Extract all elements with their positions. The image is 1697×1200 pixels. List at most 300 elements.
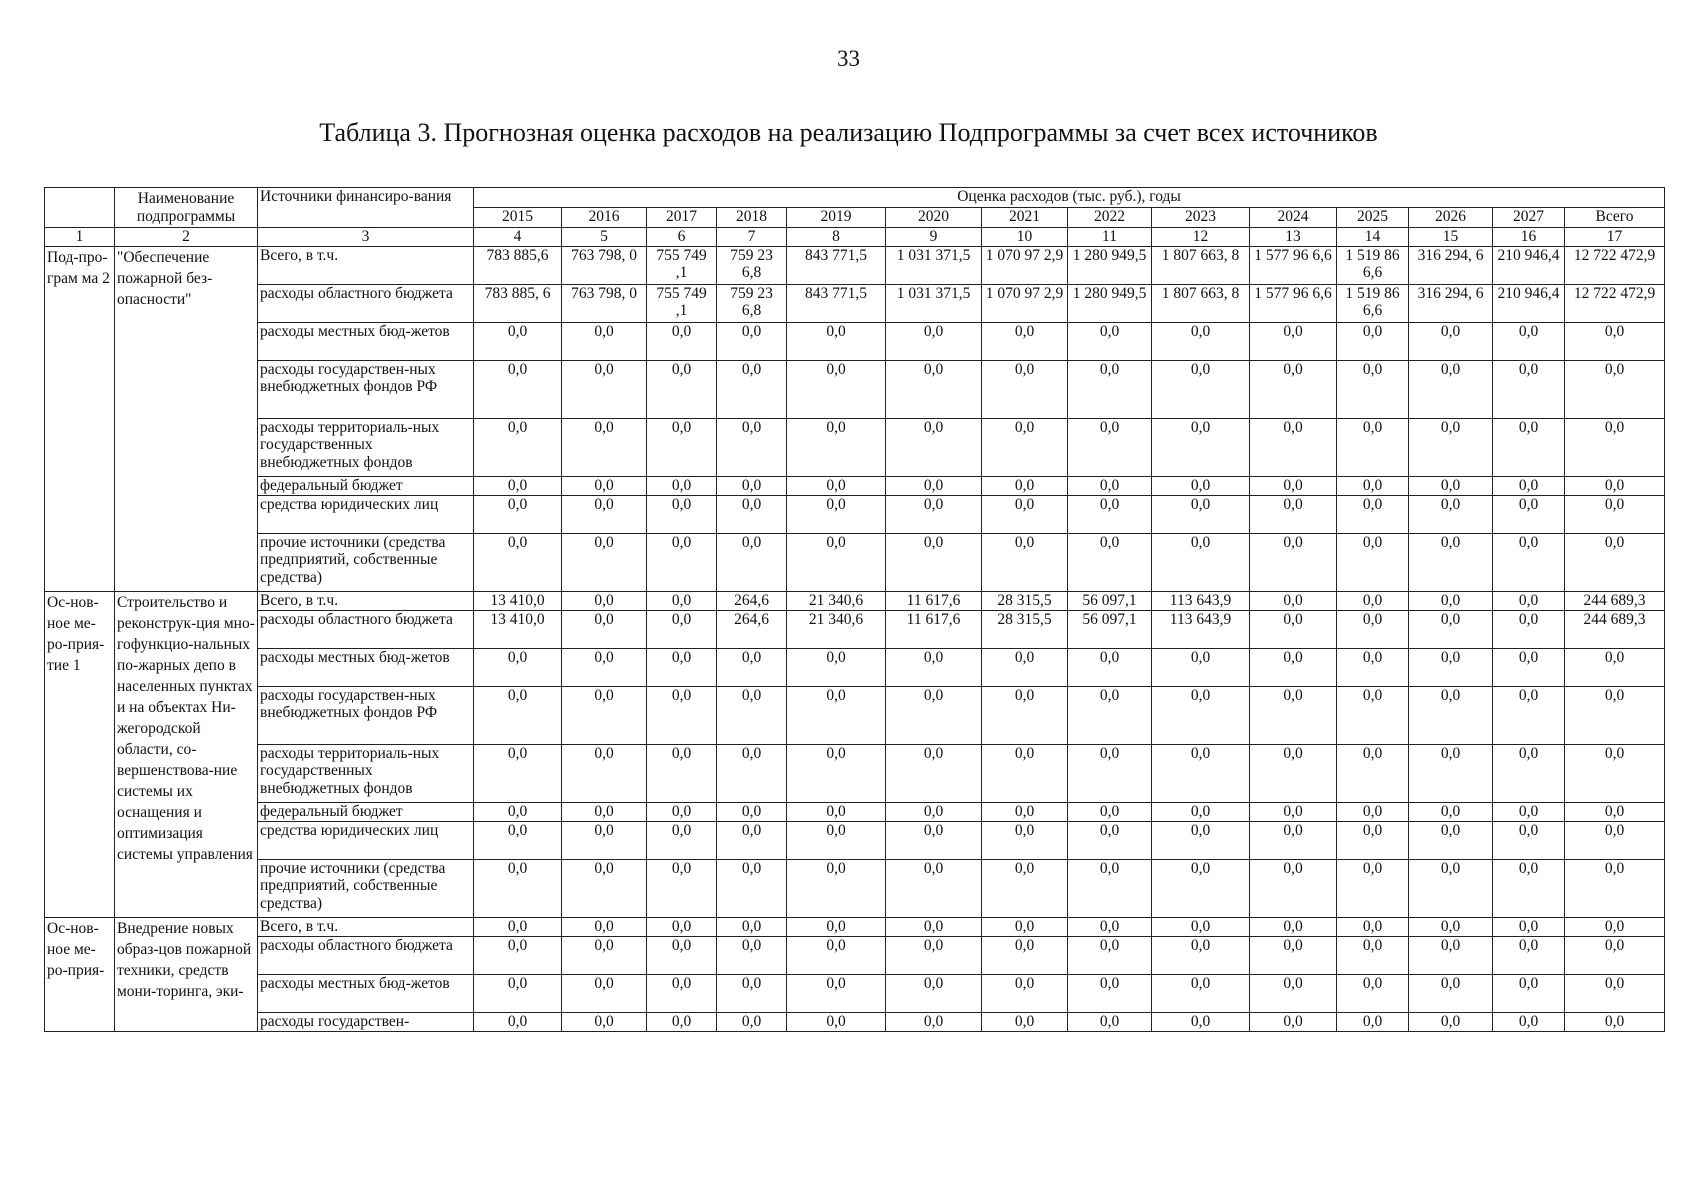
value-cell: 1 807 663, 8: [1152, 284, 1250, 322]
value-cell: 12 722 472,9: [1565, 246, 1665, 284]
value-cell: 0,0: [1068, 686, 1152, 744]
value-cell: 0,0: [787, 1012, 886, 1031]
value-cell: 0,0: [1565, 418, 1665, 476]
value-cell: 0,0: [886, 322, 982, 360]
value-cell: 0,0: [1250, 360, 1337, 418]
value-cell: 0,0: [1250, 974, 1337, 1012]
value-cell: 0,0: [1565, 648, 1665, 686]
value-cell: 0,0: [1068, 1012, 1152, 1031]
value-cell: 0,0: [717, 936, 787, 974]
value-cell: 0,0: [647, 821, 717, 859]
section-label: Под-про-грам ма 2: [45, 246, 115, 591]
value-cell: 0,0: [717, 859, 787, 917]
table-title: Таблица 3. Прогнозная оценка расходов на реализацию Подпрограммы за счет всех источников: [319, 118, 1378, 147]
value-cell: 0,0: [647, 686, 717, 744]
value-cell: 0,0: [982, 821, 1068, 859]
header-index: 5: [562, 228, 647, 247]
value-cell: 783 885, 6: [474, 284, 562, 322]
value-cell: 0,0: [474, 936, 562, 974]
header-index: 4: [474, 228, 562, 247]
value-cell: 11 617,6: [886, 610, 982, 648]
value-cell: 0,0: [474, 360, 562, 418]
value-cell: 0,0: [647, 974, 717, 1012]
value-cell: 0,0: [562, 533, 647, 591]
value-cell: 0,0: [982, 686, 1068, 744]
value-cell: 1 519 86 6,6: [1337, 284, 1409, 322]
funding-source: расходы областного бюджета: [258, 610, 474, 648]
header-index: 13: [1250, 228, 1337, 247]
header-index: 3: [258, 228, 474, 247]
value-cell: 0,0: [1493, 802, 1565, 821]
value-cell: 0,0: [647, 744, 717, 802]
table-row: [45, 802, 1665, 821]
value-cell: 0,0: [1493, 648, 1565, 686]
value-cell: 0,0: [717, 686, 787, 744]
value-cell: 0,0: [1250, 936, 1337, 974]
value-cell: 0,0: [1250, 495, 1337, 533]
value-cell: 0,0: [647, 610, 717, 648]
value-cell: 0,0: [1250, 418, 1337, 476]
value-cell: 0,0: [1250, 917, 1337, 936]
value-cell: 0,0: [717, 476, 787, 495]
value-cell: 0,0: [474, 917, 562, 936]
value-cell: 0,0: [1250, 821, 1337, 859]
header-year: 2019: [787, 208, 886, 228]
funding-source: прочие источники (средства предприятий, собственные средства): [258, 533, 474, 591]
value-cell: 0,0: [647, 1012, 717, 1031]
value-cell: 0,0: [1250, 610, 1337, 648]
section-name: "Обеспечение пожарной без-опасности": [115, 246, 258, 591]
value-cell: 0,0: [1337, 974, 1409, 1012]
expense-table: [44, 187, 1665, 1032]
value-cell: 0,0: [1337, 821, 1409, 859]
value-cell: 0,0: [562, 802, 647, 821]
value-cell: 0,0: [982, 802, 1068, 821]
value-cell: 0,0: [647, 859, 717, 917]
header-index: 17: [1565, 228, 1665, 247]
value-cell: 0,0: [1493, 859, 1565, 917]
value-cell: 0,0: [1152, 648, 1250, 686]
value-cell: 0,0: [1409, 974, 1493, 1012]
table-row: [45, 322, 1665, 360]
value-cell: 0,0: [1493, 476, 1565, 495]
value-cell: 0,0: [1250, 686, 1337, 744]
value-cell: 0,0: [1565, 495, 1665, 533]
value-cell: 0,0: [474, 533, 562, 591]
value-cell: 0,0: [647, 360, 717, 418]
value-cell: 0,0: [1250, 322, 1337, 360]
value-cell: 0,0: [982, 360, 1068, 418]
value-cell: 0,0: [562, 917, 647, 936]
value-cell: 0,0: [787, 917, 886, 936]
value-cell: 0,0: [717, 974, 787, 1012]
value-cell: 0,0: [787, 418, 886, 476]
value-cell: 0,0: [647, 322, 717, 360]
value-cell: 0,0: [1493, 936, 1565, 974]
value-cell: 0,0: [1493, 495, 1565, 533]
value-cell: 0,0: [1493, 322, 1565, 360]
header-year: 2023: [1152, 208, 1250, 228]
funding-source: расходы государствен-ных внебюджетных фондов РФ: [258, 686, 474, 744]
header-year: 2026: [1409, 208, 1493, 228]
value-cell: 0,0: [886, 418, 982, 476]
value-cell: 264,6: [717, 591, 787, 610]
value-cell: 0,0: [886, 936, 982, 974]
value-cell: 0,0: [562, 859, 647, 917]
value-cell: 0,0: [1493, 360, 1565, 418]
value-cell: 0,0: [1068, 495, 1152, 533]
value-cell: 0,0: [787, 360, 886, 418]
value-cell: 0,0: [1068, 360, 1152, 418]
table-row: [45, 859, 1665, 917]
header-year: 2022: [1068, 208, 1152, 228]
header-index: 2: [115, 228, 258, 247]
value-cell: 0,0: [474, 974, 562, 1012]
value-cell: 0,0: [1409, 1012, 1493, 1031]
value-cell: 0,0: [1337, 533, 1409, 591]
value-cell: 0,0: [982, 533, 1068, 591]
table-row: [45, 821, 1665, 859]
value-cell: 0,0: [886, 974, 982, 1012]
value-cell: 0,0: [1152, 686, 1250, 744]
table-row: [45, 495, 1665, 533]
section-label: Ос-нов-ное ме-ро-прия-: [45, 917, 115, 1031]
value-cell: 0,0: [1493, 821, 1565, 859]
value-cell: 763 798, 0: [562, 284, 647, 322]
value-cell: 0,0: [1409, 322, 1493, 360]
value-cell: 0,0: [1493, 591, 1565, 610]
value-cell: 0,0: [717, 802, 787, 821]
value-cell: 0,0: [1152, 744, 1250, 802]
value-cell: 0,0: [1409, 360, 1493, 418]
value-cell: 13 410,0: [474, 610, 562, 648]
header-index: 6: [647, 228, 717, 247]
value-cell: 0,0: [1337, 859, 1409, 917]
value-cell: 0,0: [1409, 610, 1493, 648]
funding-source: расходы территориаль-ных государственных внебюджетных фондов: [258, 744, 474, 802]
value-cell: 0,0: [1409, 821, 1493, 859]
value-cell: 0,0: [787, 476, 886, 495]
value-cell: 0,0: [1068, 648, 1152, 686]
value-cell: 0,0: [1152, 859, 1250, 917]
value-cell: 0,0: [1250, 476, 1337, 495]
value-cell: 56 097,1: [1068, 591, 1152, 610]
value-cell: 0,0: [1409, 859, 1493, 917]
value-cell: 56 097,1: [1068, 610, 1152, 648]
value-cell: 0,0: [787, 859, 886, 917]
value-cell: 264,6: [717, 610, 787, 648]
value-cell: 0,0: [474, 648, 562, 686]
value-cell: 0,0: [562, 744, 647, 802]
value-cell: 0,0: [647, 802, 717, 821]
value-cell: 0,0: [787, 495, 886, 533]
value-cell: 0,0: [1565, 322, 1665, 360]
value-cell: 0,0: [982, 648, 1068, 686]
funding-source: Всего, в т.ч.: [258, 591, 474, 610]
value-cell: 0,0: [1565, 686, 1665, 744]
value-cell: 0,0: [1068, 476, 1152, 495]
header-index: 9: [886, 228, 982, 247]
value-cell: 0,0: [562, 936, 647, 974]
value-cell: 0,0: [1152, 1012, 1250, 1031]
value-cell: 0,0: [1409, 686, 1493, 744]
value-cell: 1 031 371,5: [886, 284, 982, 322]
header-index: 11: [1068, 228, 1152, 247]
value-cell: 210 946,4: [1493, 284, 1565, 322]
value-cell: 21 340,6: [787, 610, 886, 648]
value-cell: 0,0: [1493, 1012, 1565, 1031]
header-index: 15: [1409, 228, 1493, 247]
value-cell: 0,0: [886, 802, 982, 821]
value-cell: 21 340,6: [787, 591, 886, 610]
value-cell: 0,0: [562, 495, 647, 533]
value-cell: 0,0: [1152, 476, 1250, 495]
value-cell: 0,0: [787, 322, 886, 360]
value-cell: 28 315,5: [982, 591, 1068, 610]
value-cell: 0,0: [1565, 936, 1665, 974]
value-cell: 0,0: [1409, 917, 1493, 936]
funding-source: расходы местных бюд-жетов: [258, 648, 474, 686]
header-estimate: Оценка расходов (тыс. руб.), годы: [474, 188, 1665, 208]
value-cell: 755 749 ,1: [647, 284, 717, 322]
header-year: 2015: [474, 208, 562, 228]
funding-source: расходы местных бюд-жетов: [258, 974, 474, 1012]
value-cell: 843 771,5: [787, 284, 886, 322]
value-cell: 0,0: [787, 686, 886, 744]
value-cell: 0,0: [1337, 322, 1409, 360]
value-cell: 0,0: [1250, 802, 1337, 821]
value-cell: 1 070 97 2,9: [982, 284, 1068, 322]
header-year: Всего: [1565, 208, 1665, 228]
value-cell: 0,0: [474, 1012, 562, 1031]
header-index: 10: [982, 228, 1068, 247]
value-cell: 0,0: [886, 533, 982, 591]
value-cell: 0,0: [1250, 648, 1337, 686]
value-cell: 0,0: [647, 591, 717, 610]
table-row: [45, 418, 1665, 476]
value-cell: 0,0: [886, 648, 982, 686]
value-cell: 0,0: [1068, 936, 1152, 974]
value-cell: 0,0: [1409, 648, 1493, 686]
value-cell: 0,0: [1068, 974, 1152, 1012]
value-cell: 1 807 663, 8: [1152, 246, 1250, 284]
value-cell: 0,0: [1068, 533, 1152, 591]
value-cell: 12 722 472,9: [1565, 284, 1665, 322]
value-cell: 843 771,5: [787, 246, 886, 284]
value-cell: 0,0: [886, 1012, 982, 1031]
value-cell: 759 23 6,8: [717, 284, 787, 322]
value-cell: 1 577 96 6,6: [1250, 284, 1337, 322]
value-cell: 0,0: [787, 974, 886, 1012]
value-cell: 0,0: [1409, 533, 1493, 591]
funding-source: расходы территориаль-ных государственных внебюджетных фондов: [258, 418, 474, 476]
value-cell: 0,0: [1337, 686, 1409, 744]
value-cell: 0,0: [474, 495, 562, 533]
table-row: [45, 648, 1665, 686]
funding-source: прочие источники (средства предприятий, собственные средства): [258, 859, 474, 917]
section-name: Строительство и реконструк-ция мно-гофункцио-нальных по-жарных депо в населенных пунктах и на объектах Ни-жегородской области, со-вершенствова-ние системы их оснащения и оптимизация системы управления: [115, 591, 258, 917]
value-cell: 0,0: [1493, 686, 1565, 744]
value-cell: 0,0: [1565, 360, 1665, 418]
value-cell: 0,0: [562, 360, 647, 418]
value-cell: 0,0: [1152, 360, 1250, 418]
funding-source: расходы государствен-ных внебюджетных фондов РФ: [258, 360, 474, 418]
header-year: 2027: [1493, 208, 1565, 228]
header-year: 2025: [1337, 208, 1409, 228]
value-cell: 0,0: [474, 418, 562, 476]
value-cell: 0,0: [1565, 1012, 1665, 1031]
page-number: 33: [837, 46, 860, 71]
value-cell: 0,0: [787, 821, 886, 859]
value-cell: 0,0: [1565, 802, 1665, 821]
value-cell: 1 070 97 2,9: [982, 246, 1068, 284]
value-cell: 0,0: [787, 744, 886, 802]
value-cell: 0,0: [1337, 648, 1409, 686]
value-cell: 0,0: [1152, 418, 1250, 476]
value-cell: 0,0: [1565, 974, 1665, 1012]
value-cell: 0,0: [1337, 610, 1409, 648]
value-cell: 0,0: [562, 974, 647, 1012]
value-cell: 0,0: [886, 744, 982, 802]
value-cell: 0,0: [1250, 859, 1337, 917]
value-cell: 0,0: [1409, 802, 1493, 821]
value-cell: 0,0: [886, 476, 982, 495]
value-cell: 0,0: [1337, 418, 1409, 476]
table-row: [45, 533, 1665, 591]
value-cell: 0,0: [1409, 744, 1493, 802]
value-cell: 0,0: [1250, 591, 1337, 610]
value-cell: 0,0: [1565, 917, 1665, 936]
value-cell: 0,0: [717, 821, 787, 859]
value-cell: 0,0: [1068, 744, 1152, 802]
header-index: 1: [45, 228, 115, 247]
value-cell: 0,0: [982, 495, 1068, 533]
value-cell: 0,0: [647, 495, 717, 533]
value-cell: 0,0: [982, 418, 1068, 476]
value-cell: 113 643,9: [1152, 591, 1250, 610]
value-cell: 0,0: [474, 476, 562, 495]
value-cell: 0,0: [982, 744, 1068, 802]
value-cell: 0,0: [717, 360, 787, 418]
value-cell: 28 315,5: [982, 610, 1068, 648]
value-cell: 0,0: [717, 418, 787, 476]
value-cell: 0,0: [1493, 917, 1565, 936]
table-row: [45, 974, 1665, 1012]
header-index: 7: [717, 228, 787, 247]
value-cell: 0,0: [1152, 974, 1250, 1012]
value-cell: 0,0: [1409, 591, 1493, 610]
value-cell: 0,0: [1068, 802, 1152, 821]
value-cell: 0,0: [1068, 322, 1152, 360]
header-year: 2021: [982, 208, 1068, 228]
value-cell: 0,0: [1337, 1012, 1409, 1031]
value-cell: 0,0: [1409, 936, 1493, 974]
value-cell: 0,0: [787, 648, 886, 686]
table-row: [45, 246, 1665, 284]
value-cell: 0,0: [474, 322, 562, 360]
value-cell: 0,0: [1493, 610, 1565, 648]
value-cell: 0,0: [1068, 821, 1152, 859]
value-cell: 0,0: [717, 322, 787, 360]
header-year: 2017: [647, 208, 717, 228]
value-cell: 0,0: [562, 476, 647, 495]
value-cell: 0,0: [562, 610, 647, 648]
value-cell: 1 280 949,5: [1068, 246, 1152, 284]
value-cell: 0,0: [1152, 917, 1250, 936]
funding-source: федеральный бюджет: [258, 802, 474, 821]
value-cell: 0,0: [647, 418, 717, 476]
value-cell: 0,0: [1337, 936, 1409, 974]
value-cell: 0,0: [1068, 418, 1152, 476]
value-cell: 0,0: [1493, 744, 1565, 802]
value-cell: 0,0: [982, 936, 1068, 974]
value-cell: 0,0: [886, 686, 982, 744]
table-row: [45, 591, 1665, 610]
table-row: [45, 1012, 1665, 1031]
value-cell: 316 294, 6: [1409, 246, 1493, 284]
value-cell: 0,0: [717, 495, 787, 533]
value-cell: 0,0: [562, 686, 647, 744]
value-cell: 0,0: [1152, 821, 1250, 859]
value-cell: 0,0: [1337, 591, 1409, 610]
header-index: 16: [1493, 228, 1565, 247]
value-cell: 0,0: [1068, 917, 1152, 936]
value-cell: 0,0: [717, 648, 787, 686]
header-index: 12: [1152, 228, 1250, 247]
value-cell: 755 749 ,1: [647, 246, 717, 284]
value-cell: 0,0: [886, 360, 982, 418]
value-cell: 0,0: [1152, 936, 1250, 974]
value-cell: 0,0: [474, 821, 562, 859]
value-cell: 0,0: [982, 322, 1068, 360]
section-name: Внедрение новых образ-цов пожарной техники, средств мони-торинга, эки-: [115, 917, 258, 1031]
value-cell: 0,0: [1068, 859, 1152, 917]
value-cell: 1 519 86 6,6: [1337, 246, 1409, 284]
funding-source: Всего, в т.ч.: [258, 246, 474, 284]
value-cell: 0,0: [787, 802, 886, 821]
value-cell: 0,0: [1493, 974, 1565, 1012]
value-cell: 0,0: [717, 744, 787, 802]
value-cell: 0,0: [886, 495, 982, 533]
value-cell: 0,0: [647, 936, 717, 974]
value-cell: 0,0: [1337, 744, 1409, 802]
header-blank: [45, 188, 115, 228]
value-cell: 0,0: [1493, 418, 1565, 476]
value-cell: 0,0: [647, 648, 717, 686]
value-cell: 0,0: [717, 1012, 787, 1031]
value-cell: 0,0: [982, 1012, 1068, 1031]
value-cell: 0,0: [982, 476, 1068, 495]
value-cell: 0,0: [1565, 744, 1665, 802]
value-cell: 0,0: [562, 418, 647, 476]
table-row: [45, 744, 1665, 802]
value-cell: 11 617,6: [886, 591, 982, 610]
value-cell: 0,0: [1565, 821, 1665, 859]
header-year: 2016: [562, 208, 647, 228]
value-cell: 783 885,6: [474, 246, 562, 284]
table-row: [45, 917, 1665, 936]
value-cell: 0,0: [1152, 495, 1250, 533]
value-cell: 0,0: [474, 802, 562, 821]
table-row: [45, 610, 1665, 648]
value-cell: 0,0: [886, 821, 982, 859]
value-cell: 0,0: [474, 686, 562, 744]
value-cell: 759 23 6,8: [717, 246, 787, 284]
value-cell: 113 643,9: [1152, 610, 1250, 648]
value-cell: 0,0: [562, 648, 647, 686]
value-cell: 0,0: [1565, 533, 1665, 591]
funding-source: расходы местных бюд-жетов: [258, 322, 474, 360]
